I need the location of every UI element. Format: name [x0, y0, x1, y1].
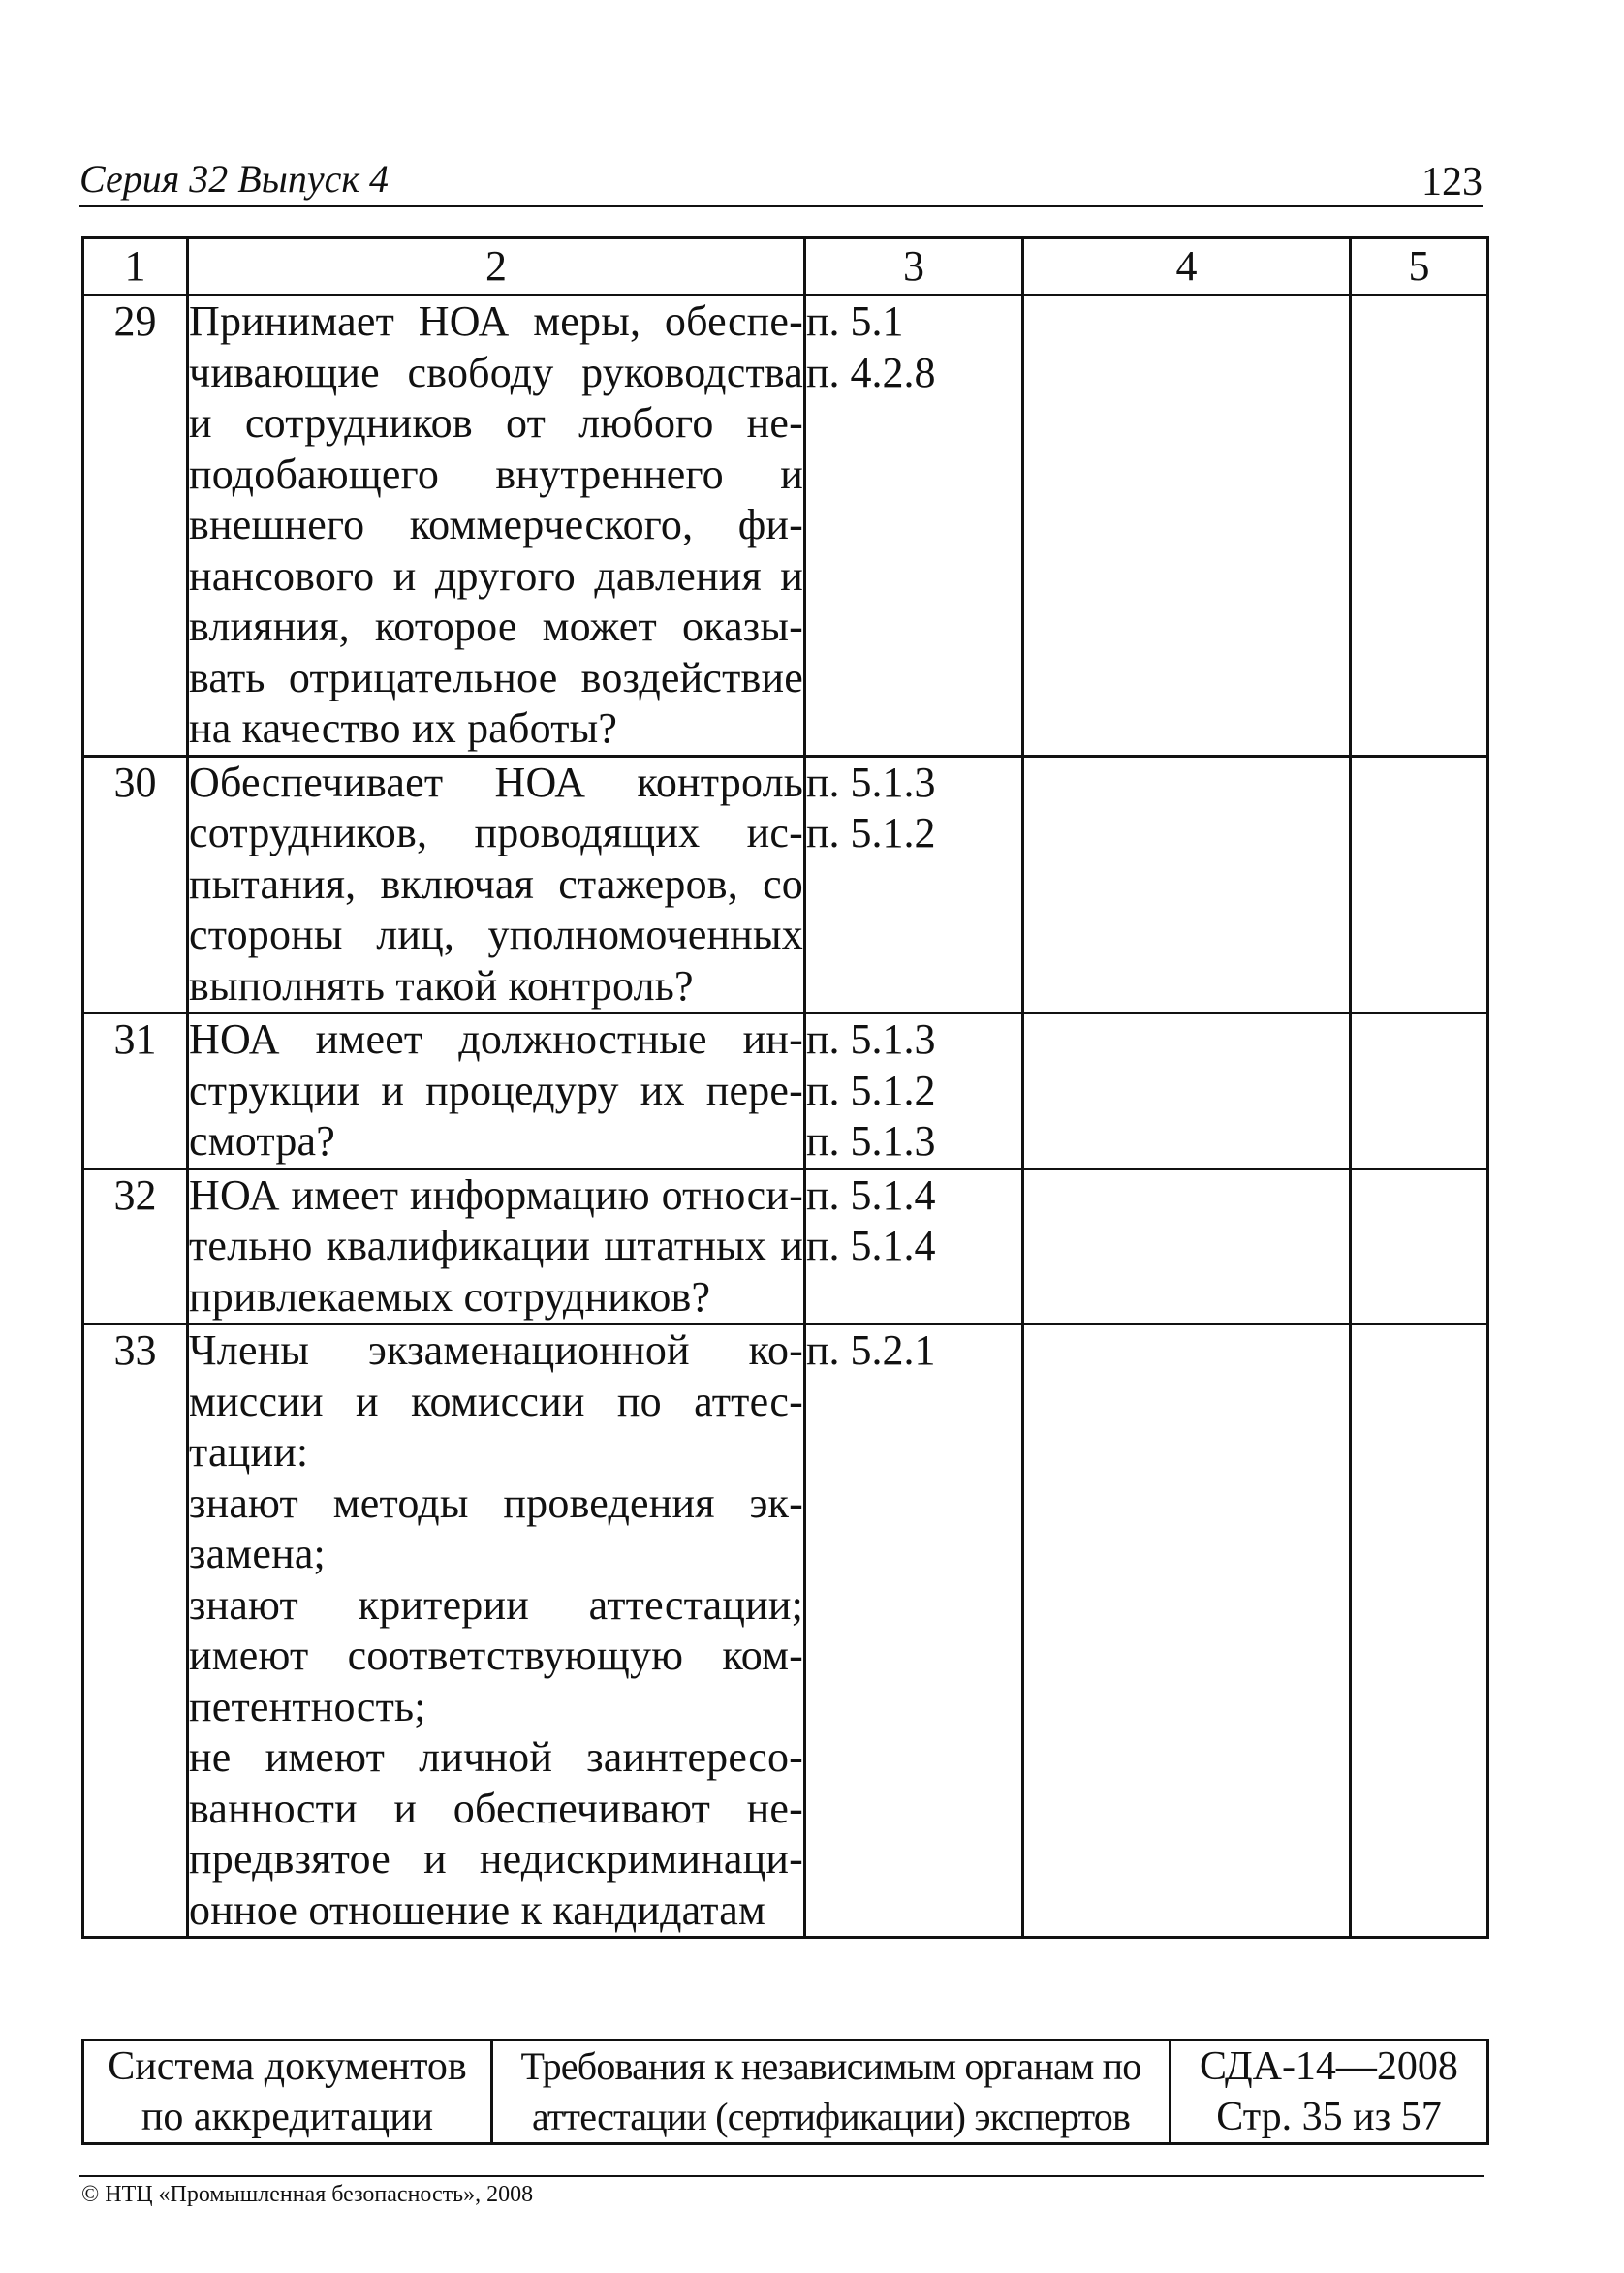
- column-header-4: 4: [1023, 238, 1351, 296]
- page-number: 123: [1421, 160, 1483, 204]
- row-number: 33: [83, 1324, 188, 1938]
- series-title: Серия 32 Выпуск 4: [79, 157, 390, 201]
- question-line: тельно квалификации штатных и: [189, 1222, 803, 1269]
- table-row: [83, 296, 1488, 757]
- reference-cell: [805, 296, 1023, 757]
- column-header-5: 5: [1351, 238, 1488, 296]
- question-line: знают методы проведения эк-: [189, 1479, 803, 1527]
- footer-rule: [79, 2175, 1484, 2177]
- question-text: [188, 1324, 805, 1938]
- row-number: 32: [83, 1168, 188, 1324]
- reference-cell: [805, 1324, 1023, 1938]
- empty-cell-col4: [1023, 296, 1351, 757]
- question-line: смотра?: [189, 1117, 336, 1165]
- table-row: [83, 1324, 1488, 1938]
- question-line: имеют соответствующую ком-: [189, 1632, 803, 1679]
- question-line: Принимает НОА меры, обеспе-: [189, 297, 803, 345]
- question-line: не имеют личной заинтересо-: [189, 1733, 803, 1781]
- question-line: НОА имеет должностные ин-: [189, 1015, 803, 1063]
- row-number: 30: [83, 756, 188, 1013]
- question-line: влияния, которое может оказы-: [189, 603, 803, 650]
- question-text: [188, 1168, 805, 1324]
- question-line: привлекаемых сотрудников?: [189, 1272, 711, 1321]
- question-line: подобающего внутреннего и: [189, 450, 803, 498]
- reference-item: п. 5.1.4: [806, 1222, 936, 1269]
- reference-item: п. 5.1.3: [806, 758, 936, 806]
- row-number: 31: [83, 1013, 188, 1169]
- header-row: [83, 238, 1488, 296]
- empty-cell-col5: [1351, 296, 1488, 757]
- reference-cell: [805, 1013, 1023, 1169]
- footer-line: СДА-14—2008: [1200, 2044, 1458, 2089]
- copyright-notice: © НТЦ «Промышленная безопасность», 2008: [81, 2182, 534, 2207]
- table-row: [83, 1168, 1488, 1324]
- footer-line: аттестации (сертификации) экспертов: [531, 2095, 1131, 2138]
- question-line: знают критерии аттестации;: [189, 1580, 803, 1629]
- reference-item: п. 5.1.2: [806, 1066, 936, 1114]
- question-text: [188, 296, 805, 757]
- footer-document-title: [492, 2040, 1171, 2144]
- requirements-table: [81, 236, 1489, 1939]
- reference-item: п. 5.1.4: [806, 1170, 936, 1219]
- question-text: [188, 1013, 805, 1169]
- table-row: [83, 756, 1488, 1013]
- empty-cell-col5: [1351, 1013, 1488, 1169]
- question-line: замена;: [189, 1530, 326, 1577]
- empty-cell-col5: [1351, 756, 1488, 1013]
- reference-item: п. 5.1.3: [806, 1015, 936, 1063]
- question-line: внешнего коммерческого, фи-: [189, 501, 803, 548]
- question-line: струкции и процедуру их пере-: [189, 1066, 803, 1114]
- reference-item: п. 5.1: [806, 297, 904, 345]
- reference-item: п. 5.1.3: [806, 1117, 936, 1165]
- empty-cell-col4: [1023, 1324, 1351, 1938]
- footer-document-system: [83, 2040, 492, 2144]
- question-line: стороны лиц, уполномоченных: [189, 911, 803, 958]
- question-line: Обеспечивает НОА контроль: [189, 758, 803, 806]
- footer-line: Стр. 35 из 57: [1216, 2095, 1442, 2139]
- footer-line: Требования к независимым органам по: [520, 2044, 1141, 2088]
- question-line: сотрудников, проводящих ис-: [189, 809, 803, 856]
- column-header-1: 1: [83, 238, 188, 296]
- question-line: выполнять такой контроль?: [189, 961, 694, 1010]
- question-line: онное отношение к кандидатам: [189, 1885, 766, 1934]
- question-line: петентность;: [189, 1682, 426, 1730]
- reference-item: п. 4.2.8: [806, 348, 936, 396]
- footer-line: Система документов: [108, 2044, 467, 2089]
- question-line: НОА имеет информацию относи-: [189, 1170, 803, 1219]
- empty-cell-col4: [1023, 1013, 1351, 1169]
- row-number: 29: [83, 296, 188, 757]
- question-line: нансового и другого давления и: [189, 551, 803, 600]
- question-line: тации:: [189, 1428, 309, 1476]
- question-line: пытания, включая стажеров, со: [189, 859, 803, 908]
- reference-item: п. 5.1.2: [806, 809, 936, 856]
- question-line: вать отрицательное воздействие: [189, 653, 803, 701]
- empty-cell-col5: [1351, 1168, 1488, 1324]
- footer-line: по аккредитации: [141, 2095, 434, 2139]
- table-row: [83, 1013, 1488, 1169]
- reference-cell: [805, 1168, 1023, 1324]
- empty-cell-col4: [1023, 1168, 1351, 1324]
- empty-cell-col4: [1023, 756, 1351, 1013]
- question-line: миссии и комиссии по аттес-: [189, 1377, 803, 1425]
- column-header-3: 3: [805, 238, 1023, 296]
- question-line: Члены экзаменационной ко-: [189, 1326, 803, 1374]
- table-body: [83, 296, 1488, 1938]
- footer-document-code: [1171, 2040, 1488, 2144]
- question-text: [188, 756, 805, 1013]
- question-line: ванности и обеспечивают не-: [189, 1784, 803, 1832]
- question-line: чивающие свободу руководства: [189, 348, 803, 396]
- empty-cell-col5: [1351, 1324, 1488, 1938]
- question-line: и сотрудников от любого не-: [189, 399, 803, 447]
- column-header-2: 2: [188, 238, 805, 296]
- question-line: предвзятое и недискриминаци-: [189, 1835, 803, 1883]
- reference-item: п. 5.2.1: [806, 1326, 936, 1374]
- reference-cell: [805, 756, 1023, 1013]
- question-line: на качество их работы?: [189, 704, 618, 752]
- document-footer-table: [81, 2039, 1489, 2145]
- page-header: [79, 147, 1483, 207]
